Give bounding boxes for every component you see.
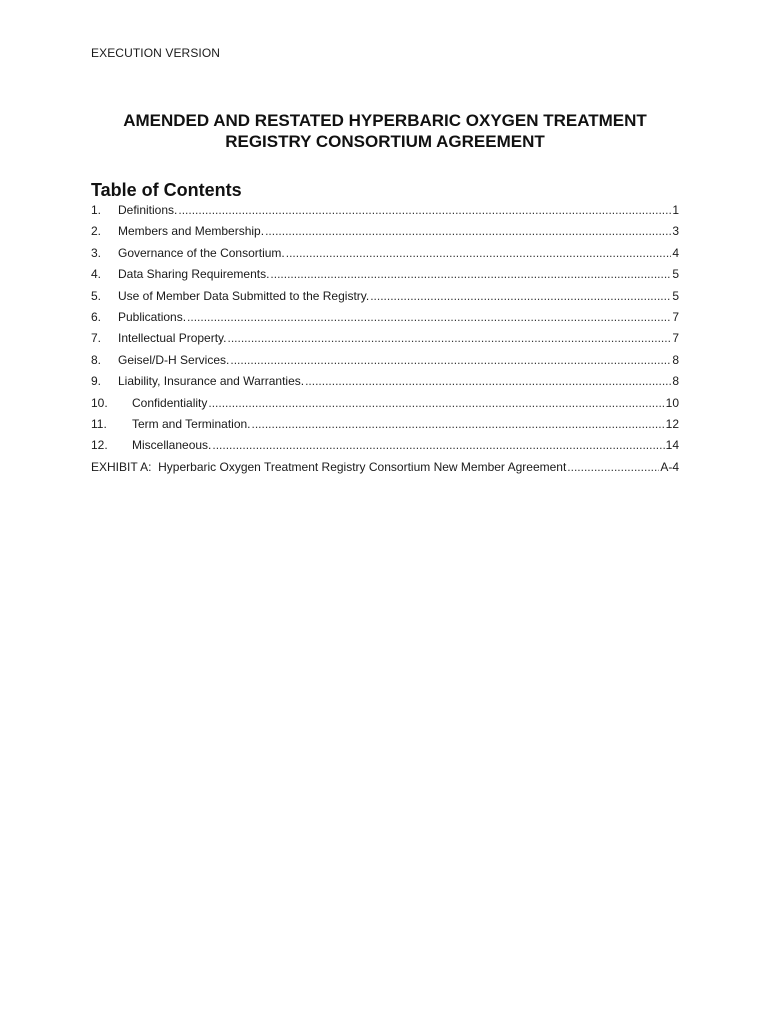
toc-entry-page: 5: [672, 267, 679, 282]
toc-dot-leader: [567, 460, 659, 474]
toc-heading: Table of Contents: [91, 180, 242, 200]
toc-dot-leader: [208, 396, 664, 410]
toc-entry-page: 10: [665, 395, 679, 410]
toc-dot-leader: [212, 438, 664, 452]
toc-exhibit-label: EXHIBIT A: Hyperbaric Oxygen Treatment Registry Consortium New Member Agreement: [91, 459, 567, 474]
toc-entry-label: Data Sharing Requirements.: [118, 267, 270, 282]
toc-dot-leader: [187, 310, 671, 324]
toc-dot-leader: [370, 289, 671, 303]
toc-entry-page: 7: [672, 331, 679, 346]
toc-entry-label: Confidentiality: [132, 395, 208, 410]
toc-entry-members-and-membership[interactable]: [91, 224, 679, 245]
toc-dot-leader: [230, 353, 671, 367]
toc-entry-label: Miscellaneous.: [132, 438, 212, 453]
toc-entry-liability[interactable]: [91, 374, 679, 395]
toc-entry-number: 3.: [91, 245, 102, 260]
toc-entry-number: 7.: [91, 331, 102, 346]
toc-entry-term-and-termination[interactable]: [91, 417, 679, 438]
document-title-line-2: REGISTRY CONSORTIUM AGREEMENT: [225, 132, 545, 151]
toc-entry-label: Intellectual Property.: [118, 331, 227, 346]
toc-entry-governance[interactable]: [91, 246, 679, 267]
toc-entry-page: 14: [665, 438, 679, 453]
toc-entry-number: 8.: [91, 352, 102, 367]
toc-entry-number: 6.: [91, 309, 102, 324]
toc-entry-exhibit-a[interactable]: [91, 460, 679, 481]
toc-entry-number: 2.: [91, 224, 102, 239]
toc-entry-number: 1.: [91, 203, 102, 217]
toc-entry-page: 3: [672, 224, 679, 239]
table-of-contents: [91, 203, 679, 481]
toc-entry-number: 5.: [91, 288, 102, 303]
toc-entry-definitions[interactable]: [91, 203, 679, 224]
toc-dot-leader: [265, 224, 671, 238]
toc-entry-label: Term and Termination.: [132, 416, 251, 431]
toc-entry-number: 9.: [91, 374, 102, 389]
toc-entry-number: 4.: [91, 267, 102, 282]
toc-entry-miscellaneous[interactable]: [91, 438, 679, 459]
toc-entry-number: 11.: [91, 416, 107, 431]
toc-entry-number: 12.: [91, 438, 108, 453]
toc-entry-page: 4: [672, 245, 679, 260]
toc-entry-intellectual-property[interactable]: [91, 331, 679, 352]
toc-entry-page: 7: [672, 309, 679, 324]
toc-entry-data-sharing[interactable]: [91, 267, 679, 288]
toc-entry-confidentiality[interactable]: [91, 396, 679, 417]
toc-dot-leader: [286, 246, 672, 260]
toc-entry-label: Liability, Insurance and Warranties.: [118, 374, 305, 389]
toc-entry-page: 12: [665, 416, 679, 431]
toc-entry-label: Members and Membership.: [118, 224, 265, 239]
toc-entry-page: 1: [672, 203, 679, 217]
toc-entry-use-of-member-data[interactable]: [91, 289, 679, 310]
toc-entry-publications[interactable]: [91, 310, 679, 331]
toc-entry-label: Governance of the Consortium.: [118, 245, 285, 260]
toc-entry-number: 10.: [91, 395, 108, 410]
toc-dot-leader: [228, 331, 672, 345]
toc-exhibit-page: A-4: [660, 459, 679, 474]
toc-dot-leader: [252, 417, 665, 431]
toc-entry-label: Definitions.: [118, 203, 178, 217]
toc-entry-label: Use of Member Data Submitted to the Registry.: [118, 288, 370, 303]
execution-version-label: EXECUTION VERSION: [91, 46, 221, 60]
toc-entry-page: 5: [672, 288, 679, 303]
toc-dot-leader: [305, 374, 671, 388]
toc-entry-page: 8: [672, 374, 679, 389]
toc-dot-leader: [270, 267, 671, 281]
toc-entry-label: Geisel/D-H Services.: [118, 352, 230, 367]
toc-entry-page: 8: [672, 352, 679, 367]
document-title-line-1: AMENDED AND RESTATED HYPERBARIC OXYGEN TREATMENT: [123, 111, 647, 130]
toc-entry-label: Publications.: [118, 309, 187, 324]
toc-entry-geisel-dh-services[interactable]: [91, 353, 679, 374]
toc-dot-leader: [178, 203, 671, 217]
